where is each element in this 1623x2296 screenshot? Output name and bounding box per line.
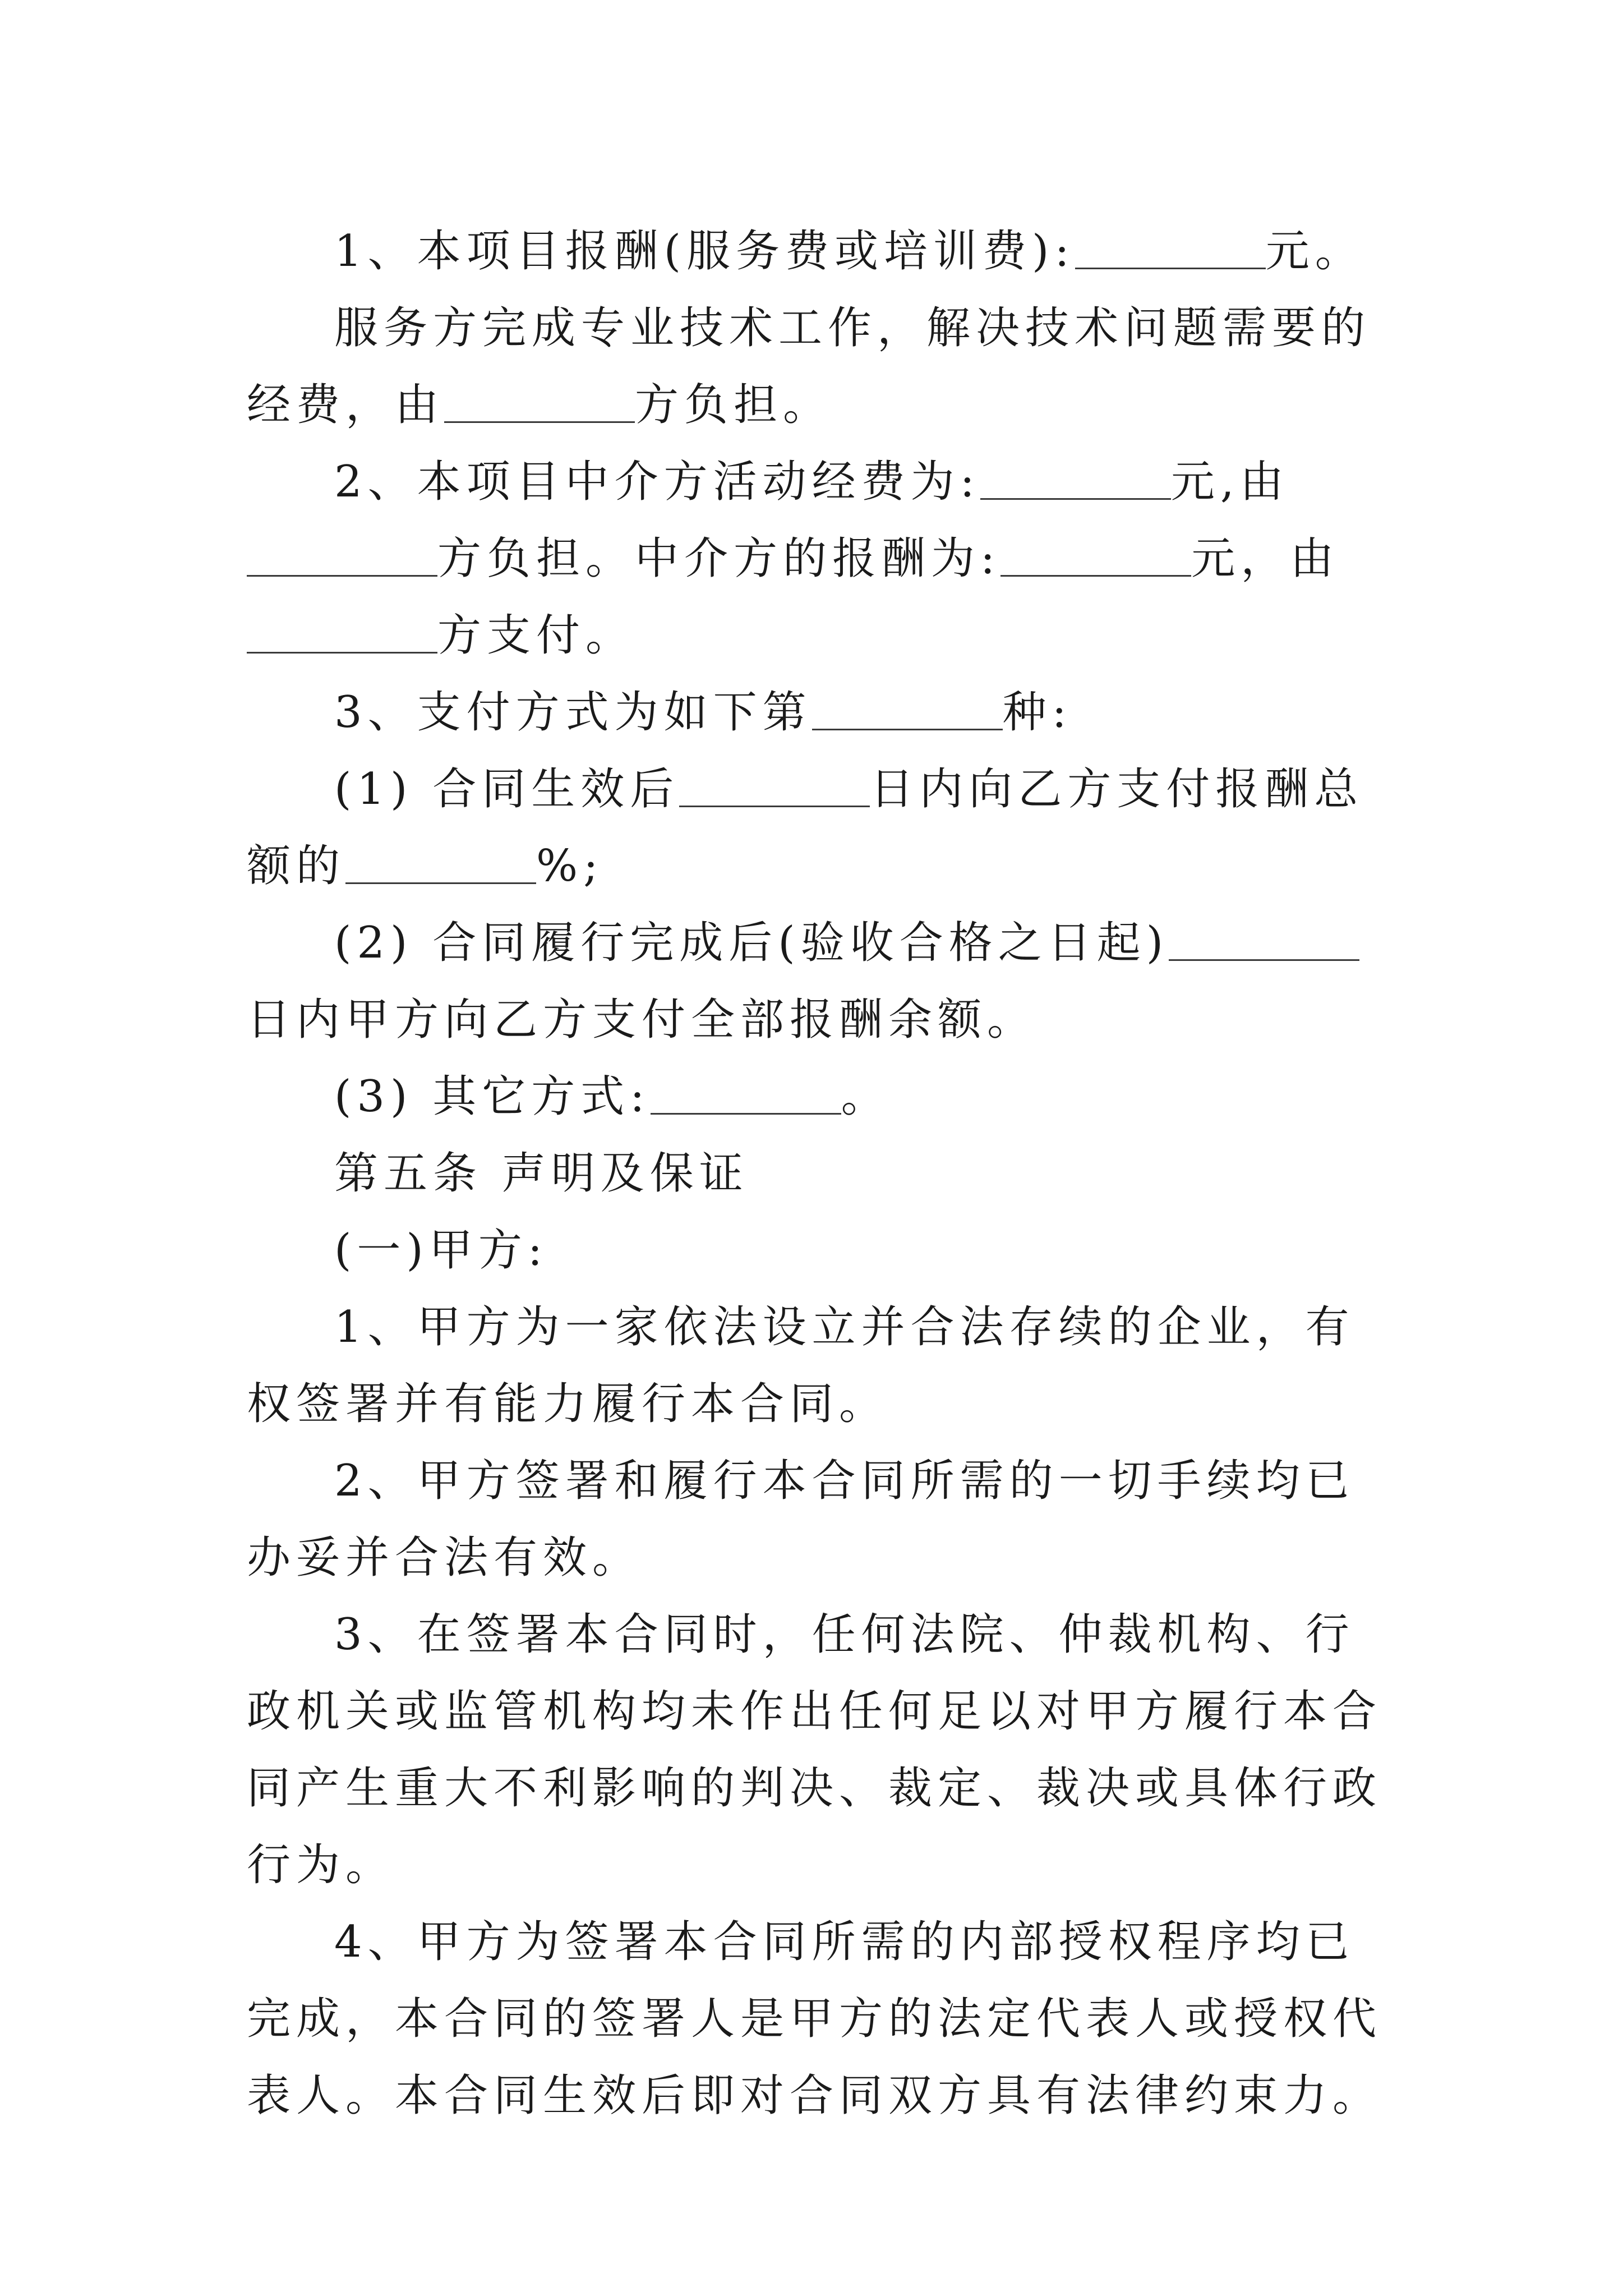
paragraph-text: 日内甲方向乙方支付全部报酬余额。	[247, 995, 1037, 1045]
paragraph-text: 方支付。	[437, 610, 635, 661]
paragraph	[247, 905, 1391, 1059]
paragraph	[247, 1596, 1391, 1904]
paragraph	[247, 1904, 1391, 2134]
fill-in-blank[interactable]	[1169, 915, 1359, 961]
paragraph	[247, 1289, 1391, 1443]
paragraph-text: 元，由	[1191, 533, 1340, 584]
paragraph-text: (2) 合同履行完成后(验收合格之日起)	[334, 918, 1169, 968]
fill-in-blank[interactable]	[1075, 224, 1266, 269]
document-body	[247, 213, 1391, 2134]
paragraph	[247, 674, 1391, 751]
paragraph-text: 1、甲方为一家依法设立并合法存续的企业，有权签署并有能力履行本合同。	[247, 1302, 1355, 1429]
paragraph	[247, 1443, 1391, 1596]
paragraph-text: %;	[536, 841, 604, 891]
paragraph-text: 2、甲方签署和履行本合同所需的一切手续均已办妥并合法有效。	[247, 1456, 1355, 1583]
fill-in-blank[interactable]	[247, 608, 437, 654]
paragraph-text: (一)甲方:	[334, 1225, 548, 1276]
fill-in-blank[interactable]	[345, 839, 536, 884]
paragraph-text: 第五条 声明及保证	[334, 1148, 749, 1199]
paragraph	[247, 1135, 1391, 1212]
paragraph-text: 1、本项目报酬(服务费或培训费):	[334, 226, 1075, 277]
paragraph-text: (3) 其它方式:	[334, 1071, 651, 1122]
paragraph-text: 日内向乙方支付报酬总额的	[247, 764, 1364, 891]
paragraph	[247, 1059, 1391, 1135]
paragraph	[247, 290, 1391, 444]
paragraph-text: 4、甲方为签署本合同所需的内部授权程序均已完成，本合同的签署人是甲方的法定代表人或授权代表人。本合同生效后即对合同双方具有法律约束力。	[247, 1917, 1382, 2121]
paragraph-text: (1) 合同生效后	[334, 764, 680, 815]
paragraph-text: 3、支付方式为如下第	[334, 687, 812, 738]
paragraph-text: 2、本项目中介方活动经费为:	[334, 457, 980, 507]
fill-in-blank[interactable]	[444, 378, 635, 423]
paragraph	[247, 444, 1391, 674]
paragraph	[247, 751, 1391, 905]
paragraph-text: 3、在签署本合同时，任何法院、仲裁机构、行政机关或监管机构均未作出任何足以对甲方履行本合同产生重大不利影响的判决、裁定、裁决或具体行政行为。	[247, 1609, 1382, 1890]
fill-in-blank[interactable]	[812, 685, 1003, 730]
paragraph	[247, 1212, 1391, 1289]
paragraph-text: 服务方完成专业技术工作，解决技术问题需要的经费，由	[247, 303, 1371, 430]
fill-in-blank[interactable]	[980, 454, 1171, 500]
fill-in-blank[interactable]	[1000, 531, 1191, 577]
paragraph	[247, 213, 1391, 290]
fill-in-blank[interactable]	[247, 531, 437, 577]
fill-in-blank[interactable]	[651, 1069, 841, 1115]
paragraph-text: 种:	[1002, 687, 1072, 738]
paragraph-text: 元。	[1265, 226, 1364, 277]
paragraph-text: 。	[841, 1071, 891, 1122]
paragraph-text: 方负担。中介方的报酬为:	[437, 533, 1001, 584]
fill-in-blank[interactable]	[679, 762, 870, 807]
paragraph-text: 方负担。	[635, 380, 833, 430]
paragraph-text: 元,由	[1170, 457, 1289, 507]
